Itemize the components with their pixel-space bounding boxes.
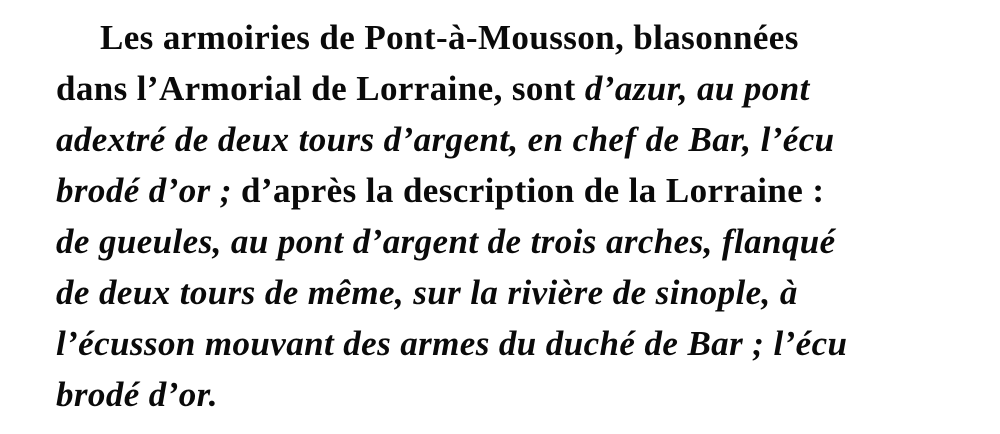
text-line <box>56 63 968 114</box>
text-segment-italic: de deux tours de même, sur la rivière de sinople, à <box>56 273 798 312</box>
text-segment-italic: d’azur, au pont <box>584 69 810 108</box>
text-segment-italic: brodé d’or ; <box>56 171 242 210</box>
text-line <box>56 318 968 369</box>
text-line <box>56 216 968 267</box>
text-segment-italic: de gueules, au pont d’argent de trois arches, flanqué <box>56 222 836 261</box>
text-segment: dans l’Armorial de Lorraine, sont <box>56 69 585 108</box>
text-segment-italic: brodé d’or. <box>56 375 218 414</box>
text-segment-italic: l’écusson mouvant des armes du duché de Bar ; l’écu <box>56 324 848 363</box>
text-segment-italic: adextré de deux tours d’argent, en chef de Bar, l’écu <box>56 120 835 159</box>
paragraph-block <box>56 12 968 420</box>
text-line <box>56 114 968 165</box>
text-line <box>56 165 968 216</box>
text-line <box>56 12 968 63</box>
text-line <box>56 369 968 420</box>
text-line <box>56 267 968 318</box>
text-segment: d’après la description de la Lorraine : <box>241 171 825 210</box>
text-segment: Les armoiries de Pont-à-Mousson, blasonnées <box>100 18 799 57</box>
